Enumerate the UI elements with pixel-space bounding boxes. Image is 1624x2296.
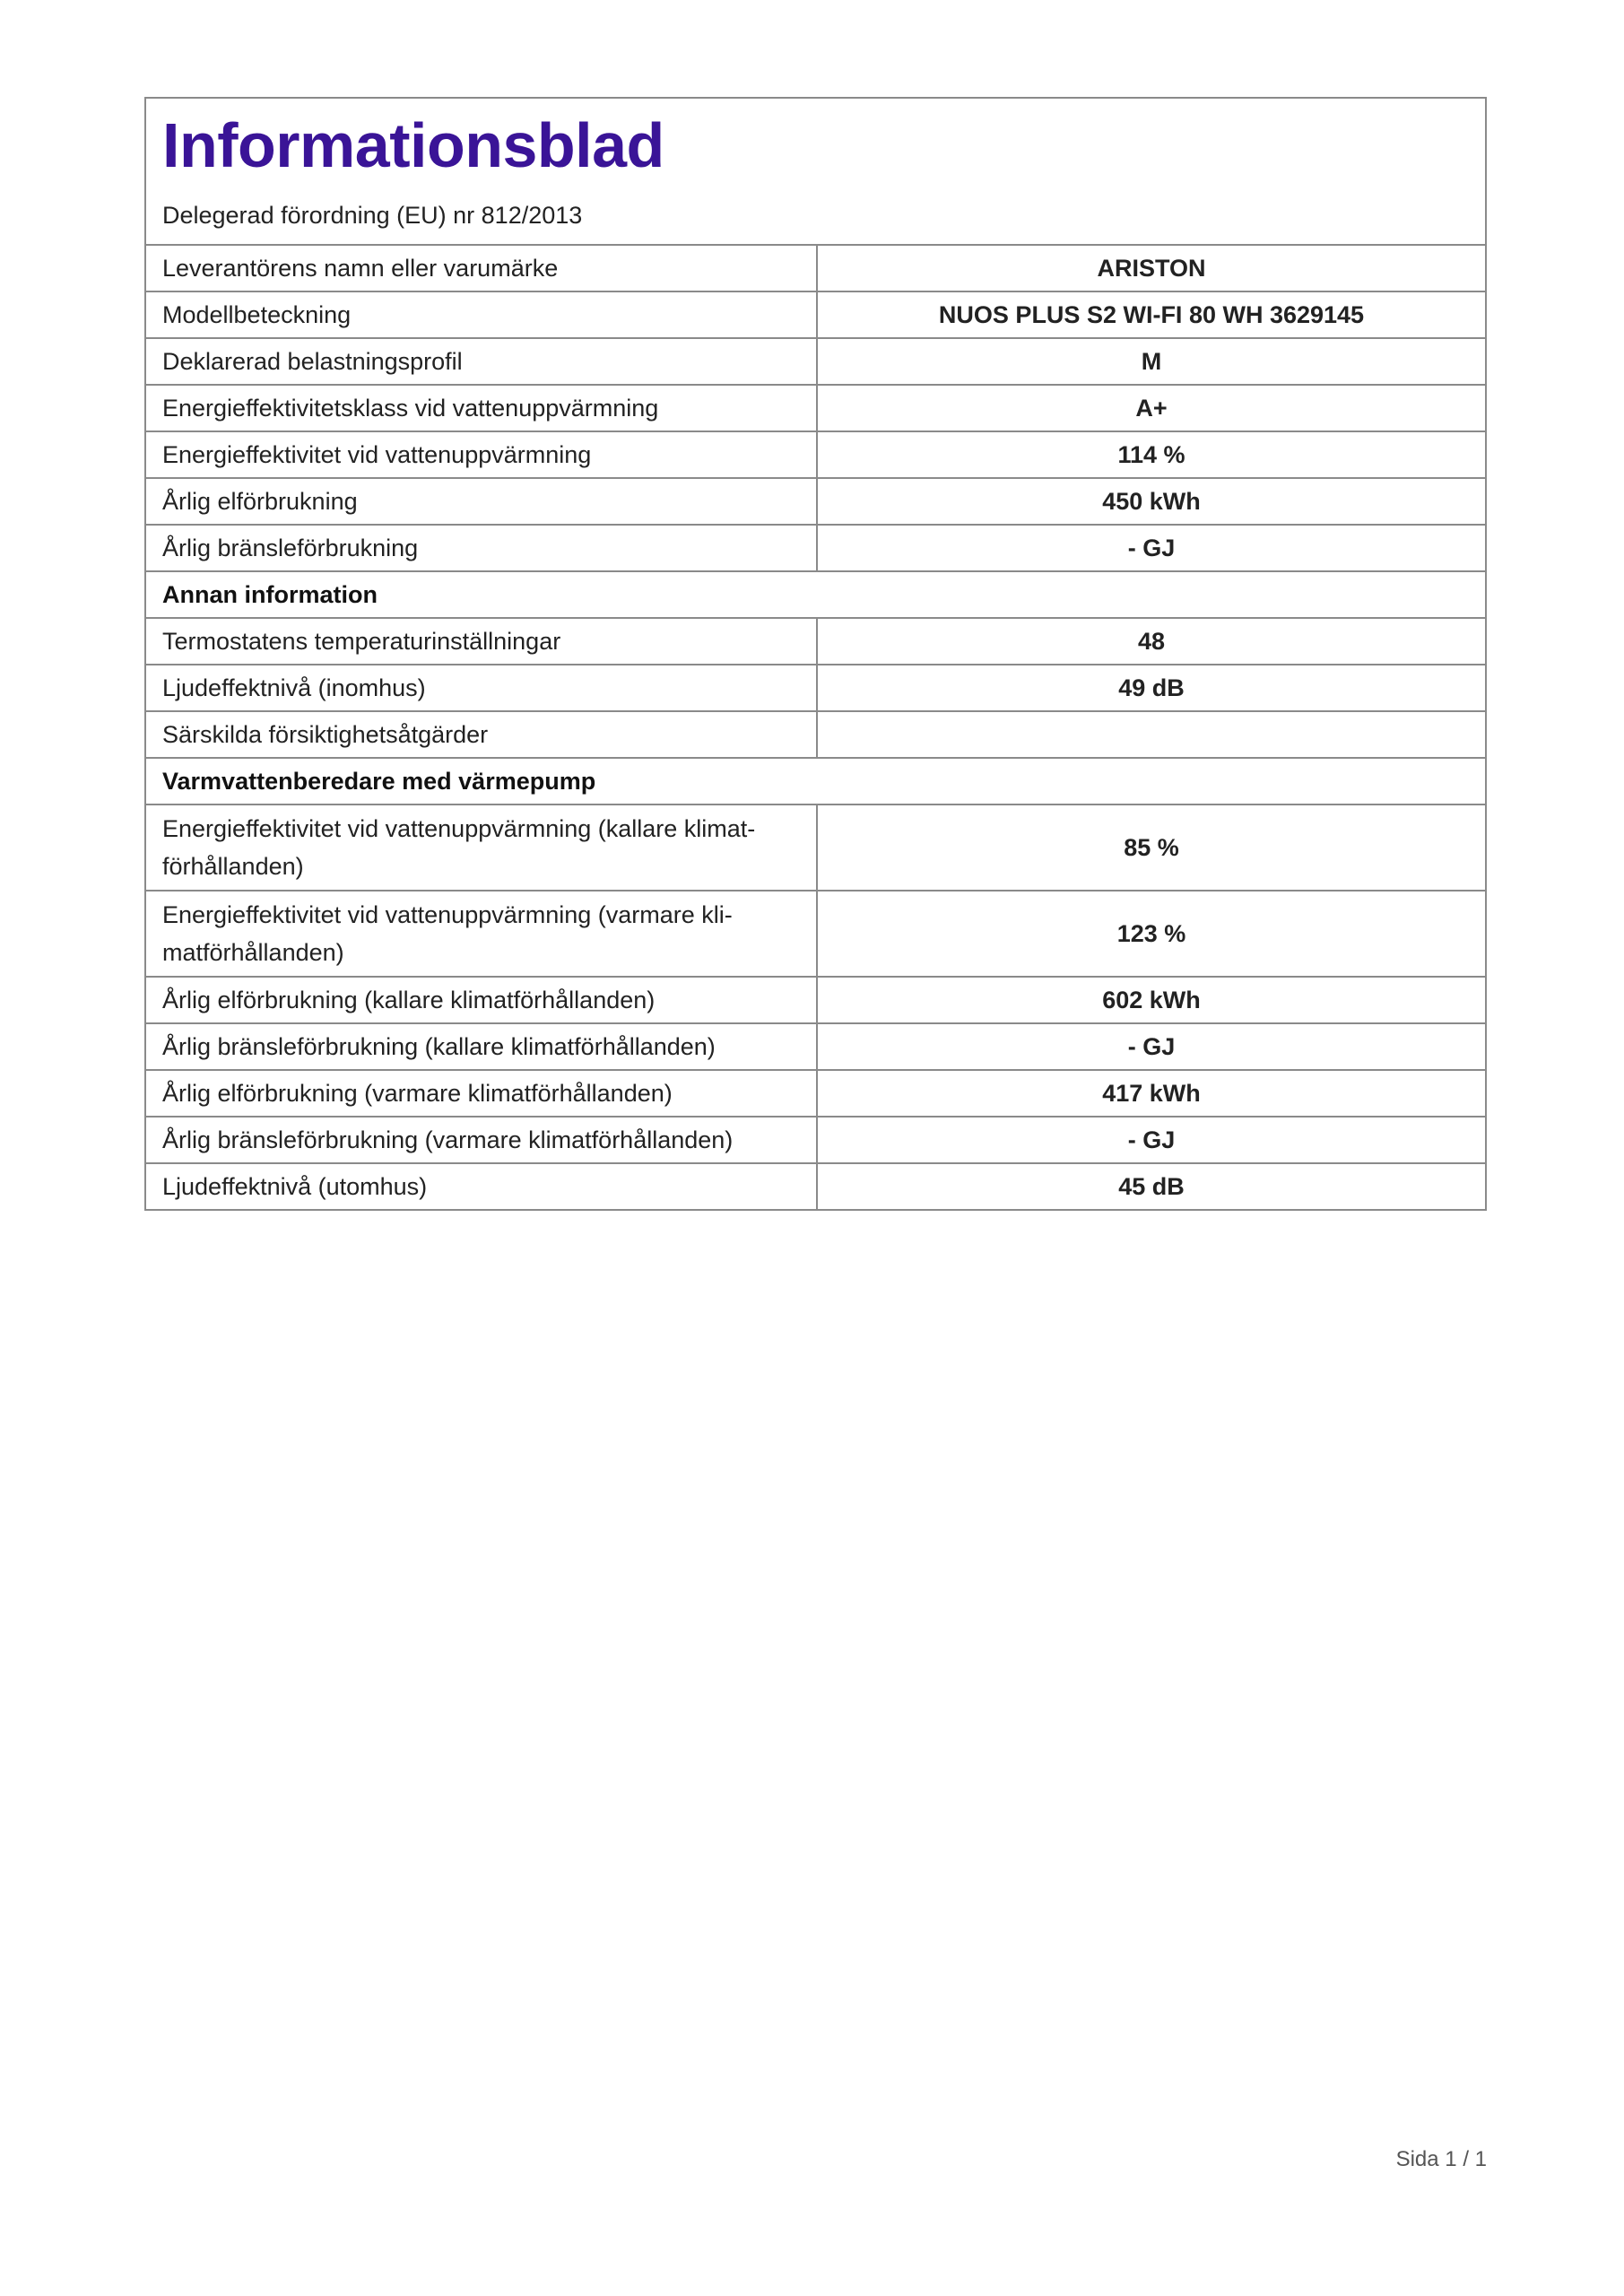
row-value: 123 % xyxy=(817,891,1485,977)
row-label: Termostatens temperaturinställningar xyxy=(146,618,817,665)
row-label: Energieffektivitet vid vattenuppvärmning xyxy=(146,431,817,478)
row-label: Ljudeffektnivå (inomhus) xyxy=(146,665,817,711)
row-label: Årlig bränsleförbrukning xyxy=(146,525,817,571)
row-label: Årlig bränsleförbrukning (varmare klimatförhållanden) xyxy=(146,1117,817,1163)
row-value: 602 kWh xyxy=(817,977,1485,1023)
row-label: Leverantörens namn eller varumärke xyxy=(146,246,817,291)
row-value: - GJ xyxy=(817,525,1485,571)
row-value: 45 dB xyxy=(817,1163,1485,1209)
document-title: Informationsblad xyxy=(162,110,664,180)
table-row xyxy=(146,525,1485,571)
row-value: 48 xyxy=(817,618,1485,665)
section-header-label: Varmvattenberedare med värmepump xyxy=(146,758,1485,804)
row-value: 114 % xyxy=(817,431,1485,478)
table-row xyxy=(146,338,1485,385)
table-row xyxy=(146,478,1485,525)
row-label: Särskilda försiktighetsåtgärder xyxy=(146,711,817,758)
row-label: Ljudeffektnivå (utomhus) xyxy=(146,1163,817,1209)
row-label: Årlig elförbrukning xyxy=(146,478,817,525)
table-row xyxy=(146,618,1485,665)
section-header-label: Annan information xyxy=(146,571,1485,618)
row-value: 49 dB xyxy=(817,665,1485,711)
section-header-row xyxy=(146,758,1485,804)
row-value: 450 kWh xyxy=(817,478,1485,525)
row-value: M xyxy=(817,338,1485,385)
table-row xyxy=(146,1023,1485,1070)
row-label: Årlig elförbrukning (kallare klimatförhållanden) xyxy=(146,977,817,1023)
row-label: Årlig bränsleförbrukning (kallare klimatförhållanden) xyxy=(146,1023,817,1070)
table-row xyxy=(146,385,1485,431)
sheet-header xyxy=(146,99,1485,246)
row-label: Årlig elförbrukning (varmare klimatförhållanden) xyxy=(146,1070,817,1117)
row-value: - GJ xyxy=(817,1117,1485,1163)
table-row xyxy=(146,246,1485,291)
row-label: Deklarerad belastningsprofil xyxy=(146,338,817,385)
row-label: Modellbeteckning xyxy=(146,291,817,338)
table-row xyxy=(146,665,1485,711)
info-table xyxy=(146,246,1485,1209)
table-row xyxy=(146,891,1485,977)
row-label: Energieffektivitet vid vattenuppvärmning (varmare kli-matförhållanden) xyxy=(146,891,817,977)
row-value: - GJ xyxy=(817,1023,1485,1070)
info-table-body xyxy=(146,246,1485,1209)
information-sheet xyxy=(144,97,1487,1211)
table-row xyxy=(146,977,1485,1023)
row-label: Energieffektivitetsklass vid vattenuppvärmning xyxy=(146,385,817,431)
document-subtitle: Delegerad förordning (EU) nr 812/2013 xyxy=(162,202,583,229)
table-row xyxy=(146,711,1485,758)
table-row xyxy=(146,804,1485,891)
row-label: Energieffektivitet vid vattenuppvärmning (kallare klimat-förhållanden) xyxy=(146,804,817,891)
table-row xyxy=(146,431,1485,478)
table-row xyxy=(146,291,1485,338)
table-row xyxy=(146,1070,1485,1117)
table-row xyxy=(146,1117,1485,1163)
row-value: ARISTON xyxy=(1097,255,1206,282)
row-value: NUOS PLUS S2 WI-FI 80 WH 3629145 xyxy=(817,291,1485,338)
row-value xyxy=(817,711,1485,758)
row-value: 417 kWh xyxy=(817,1070,1485,1117)
row-value: 85 % xyxy=(817,804,1485,891)
page-number: Sida 1 / 1 xyxy=(1395,2147,1487,2171)
table-row xyxy=(146,1163,1485,1209)
section-header-row xyxy=(146,571,1485,618)
row-value: A+ xyxy=(817,385,1485,431)
